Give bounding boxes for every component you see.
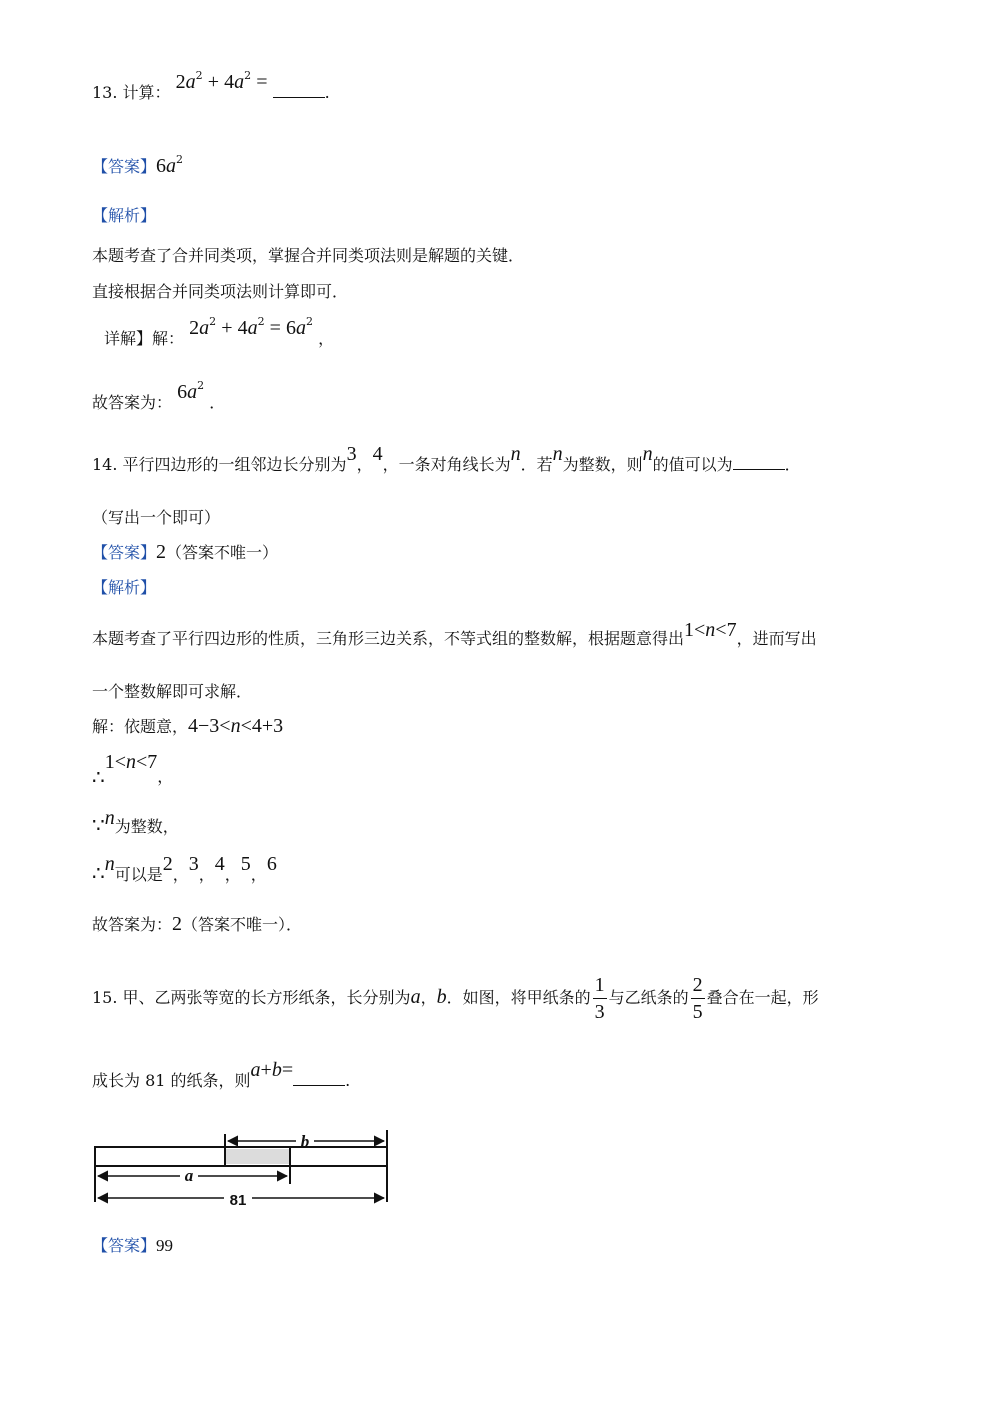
q14-stem-text: ，一条对角线长为 — [382, 455, 511, 474]
q13-analysis-tag: 【解析】 — [92, 206, 157, 225]
q14-var-n: n — [510, 443, 521, 465]
expr-coef: 4 — [224, 71, 235, 93]
q13-answer — [92, 154, 183, 179]
q13-analysis-line-2: 直接根据合并同类项法则计算即可． — [92, 282, 349, 301]
q15-var-a: a — [410, 986, 421, 1008]
expr-op: < — [219, 715, 231, 737]
q13-expression — [175, 69, 273, 93]
because-text: 为整数， — [114, 817, 179, 836]
expr-op: = — [269, 317, 281, 339]
expr-num: 4 — [188, 715, 199, 737]
q14-answer-blank — [733, 455, 785, 470]
separator: ， — [198, 865, 215, 884]
separator: ， — [172, 865, 189, 884]
ineq-var: n — [126, 751, 137, 773]
fraction-numerator: 1 — [594, 974, 605, 996]
answer-value: 99 — [156, 1236, 174, 1255]
ineq-op: < — [694, 619, 706, 641]
value-option: 5 — [240, 853, 251, 875]
q14-stem-text: 的值可以为 — [652, 455, 733, 474]
value-option: 2 — [162, 853, 173, 875]
q15-stem-text: 叠合在一起，形 — [706, 988, 819, 1007]
q14-answer — [92, 540, 278, 565]
answer-note: （答案不唯一） — [166, 543, 279, 562]
detail-label: 详解】解： — [104, 329, 185, 348]
q14-var-n: n — [552, 443, 563, 465]
q14-solution — [92, 714, 283, 739]
expr-var: a — [185, 71, 196, 93]
expr-var: a — [199, 317, 210, 339]
expr-num: 4 — [251, 715, 262, 737]
paper-strip-diagram — [92, 1128, 392, 1210]
q14-var-n: n — [642, 443, 653, 465]
q15-end: . — [345, 1071, 351, 1090]
ineq-value: 7 — [726, 619, 737, 641]
detail-end: ， — [318, 329, 335, 348]
q14-stem-text: 为整数，则 — [562, 455, 643, 474]
ineq-value: 1 — [104, 751, 115, 773]
ineq-op: < — [114, 751, 127, 773]
q14-stem-text: 平行四边形的一组邻边长分别为 — [122, 455, 347, 474]
ineq-value: 7 — [147, 751, 158, 773]
final-note: （答案不唯一）． — [182, 915, 303, 934]
expr-op: + — [261, 715, 274, 737]
q14-side-1: 3 — [346, 443, 357, 465]
answer-coef: 6 — [156, 155, 167, 177]
expr-var: n — [230, 715, 241, 737]
fraction-numerator: 2 — [692, 974, 703, 996]
expr-coef: 6 — [286, 317, 297, 339]
q13-detail-expression — [189, 315, 318, 339]
final-value — [177, 379, 205, 403]
q13-final — [92, 379, 226, 415]
expr-exp: 2 — [306, 315, 314, 328]
fraction-denominator: 3 — [594, 1001, 605, 1023]
q15-answer — [92, 1234, 173, 1258]
answer-tag: 【答案】 — [92, 157, 157, 176]
q13-stem-text: 计算： — [122, 83, 171, 102]
expr-coef: 2 — [175, 71, 186, 93]
q15-fraction-1 — [593, 974, 607, 1023]
answer-exp: 2 — [176, 153, 184, 166]
expr-var: n — [104, 853, 115, 875]
q13-analysis-line-1: 本题考查了合并同类项，掌握合并同类项法则是解题的关键． — [92, 246, 525, 265]
q15-comma: ， — [420, 988, 437, 1007]
expr-op: − — [198, 715, 210, 737]
expr-op: = — [256, 71, 268, 93]
value-option: 6 — [266, 853, 277, 875]
expr-op: = — [281, 1059, 294, 1081]
because-symbol: ∵ — [92, 815, 105, 837]
q13-stem — [92, 69, 330, 105]
answer-tag: 【答案】 — [92, 1236, 157, 1255]
q13-end: . — [324, 83, 330, 102]
answer-value: 2 — [156, 541, 167, 563]
fraction-bar — [593, 998, 607, 999]
q14-side-2: 4 — [372, 443, 383, 465]
final-label: 故答案为： — [92, 915, 173, 934]
overlap-region — [226, 1149, 290, 1164]
answer-var: a — [166, 155, 177, 177]
expr-op: + — [260, 1059, 272, 1081]
analysis-text: ，进而写出 — [736, 629, 817, 648]
q15-stem-text: ．如图，将甲纸条的 — [446, 988, 591, 1007]
expr-var: a — [234, 71, 245, 93]
q15-stem-text: 与乙纸条的 — [608, 988, 689, 1007]
expr-exp: 2 — [257, 315, 265, 328]
fraction-bar — [691, 998, 705, 999]
q14-therefore-2 — [92, 853, 277, 887]
expr-op: < — [240, 715, 252, 737]
q15-var-b: b — [436, 986, 447, 1008]
q14-analysis-line-1 — [92, 619, 817, 651]
q13-answer-blank — [273, 83, 325, 98]
line-end: ， — [157, 767, 174, 786]
q13-number: 13. — [92, 83, 118, 102]
q13-detail — [104, 315, 335, 351]
ineq-op: < — [715, 619, 727, 641]
label-81: 81 — [229, 1192, 247, 1209]
q14-stem — [92, 443, 801, 477]
therefore-symbol: ∴ — [92, 767, 105, 789]
expr-coef: 2 — [189, 317, 200, 339]
answer-tag: 【答案】 — [92, 543, 157, 562]
q14-note: （写出一个即可） — [92, 508, 221, 527]
final-end: ． — [209, 393, 226, 412]
q14-comma: ， — [356, 455, 373, 474]
fraction-denominator: 5 — [692, 1001, 703, 1023]
expr-num: 3 — [273, 715, 284, 737]
q14-final — [92, 912, 302, 937]
expr-op: + — [221, 317, 233, 339]
solution-label: 解：依题意， — [92, 717, 189, 736]
expr-var: b — [271, 1059, 282, 1081]
value-option: 3 — [188, 853, 199, 875]
separator: ， — [250, 865, 267, 884]
expr-exp: 2 — [195, 69, 203, 82]
q14-end: ． — [784, 455, 801, 474]
q15-stem-text: 成长为 81 的纸条，则 — [92, 1071, 251, 1090]
q15-stem-line-2 — [92, 1059, 351, 1093]
q15-answer-blank — [293, 1071, 345, 1086]
expr-var: a — [247, 317, 258, 339]
q14-number: 14. — [92, 455, 118, 474]
therefore-text: 可以是 — [114, 865, 163, 884]
expr-exp: 2 — [197, 379, 205, 392]
expr-var: a — [296, 317, 307, 339]
q14-therefore-1 — [92, 751, 174, 789]
final-label: 故答案为： — [92, 393, 173, 412]
expr-exp: 2 — [244, 69, 252, 82]
expr-var: n — [104, 807, 115, 829]
q15-stem-text: 甲、乙两张等宽的长方形纸条，长分别为 — [122, 988, 411, 1007]
expr-coef: 4 — [237, 317, 248, 339]
q14-stem-text: ．若 — [520, 455, 553, 474]
separator: ， — [224, 865, 241, 884]
expr-var: a — [187, 381, 198, 403]
final-value: 2 — [172, 913, 183, 935]
expr-op: + — [207, 71, 220, 93]
q14-because — [92, 807, 179, 839]
expr-exp: 2 — [209, 315, 217, 328]
ineq-var: n — [705, 619, 716, 641]
analysis-text: 本题考查了平行四边形的性质，三角形三边关系，不等式组的整数解，根据题意得出 — [92, 629, 685, 648]
label-a: a — [184, 1166, 194, 1185]
expr-var: a — [250, 1059, 261, 1081]
value-option: 4 — [214, 853, 225, 875]
expr-num: 3 — [209, 715, 220, 737]
label-b: b — [300, 1132, 310, 1151]
q14-analysis-tag: 【解析】 — [92, 578, 157, 597]
expr-coef: 6 — [177, 381, 188, 403]
ineq-op: < — [136, 751, 148, 773]
q15-fraction-2 — [691, 974, 705, 1023]
q15-number: 15. — [92, 988, 118, 1007]
q15-stem-line-1 — [92, 974, 819, 1023]
ineq-value: 1 — [684, 619, 695, 641]
therefore-symbol: ∴ — [92, 863, 105, 885]
q14-analysis-line-2: 一个整数解即可求解． — [92, 682, 253, 701]
